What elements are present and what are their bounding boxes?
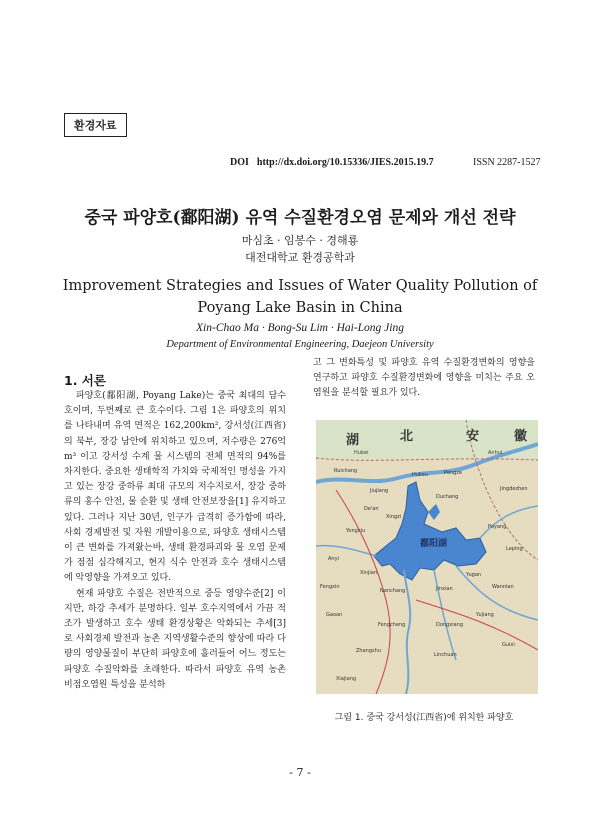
label-jingdezhen: Jingdezhen (500, 486, 528, 492)
label-jiujiang: Jiujiang (370, 488, 389, 494)
label-hubei: Hubei (354, 450, 369, 456)
doi-label: DOI (230, 157, 249, 168)
left-column (64, 389, 286, 729)
label-yongxiu: Yongxiu (346, 528, 366, 534)
title-english: Improvement Strategies and Issues of Water Quality Pollution of Poyang Lake Basin in China (62, 278, 538, 316)
label-dongxiang: Dongxiang (436, 622, 464, 628)
issn: ISSN 2287-1527 (473, 157, 541, 168)
doi-line (230, 157, 434, 168)
label-guixi: Guixi (502, 642, 515, 648)
figure-caption: 그림 1. 중국 강서성(江西省)에 위치한 파양호 (334, 713, 514, 723)
paragraph-1: 파양호(鄱阳湖, Poyang Lake)는 중국 최대의 담수 호이며, 두번째로 큰 호수이다. 그림 1은 파양호의 위치를 나타내며 유역 면적은 162,200km², 강서성(江西省)의 북부, 장강 남안에 위치하고 있으며, 저수량은 276억m³ 이고 강서성 수계 물 시스템의 전체 면적의 94%를 차지한다. 중요한 생태학적 가치와 국제적인 명성을 가지고 있는 장강 중하류 최대 규모의 저수지로서, 장강 중하류의 홍수 안전, 물 순환 및 생태 안전보장을[1] 유지하고 있다. 그러나 지난 30년, 인구가 급격히 증가함에 따라, 사회 경제발전 및 자원 개발이용으로, 파양호 생태시스템이 큰 변화를 가져왔는바, 생태 환경파괴와 물 오염 문제가 점점 심각해지고, 현지 식수 안전과 호수 생태시스템에 악영향을 가져오고 있다. (64, 391, 286, 584)
label-linchuan: Linchuan (434, 652, 457, 658)
label-nanchang: Nanchang (380, 588, 406, 594)
label-xiajiang: Xiajiang (336, 676, 357, 682)
authors-english: Xin-Chao Ma · Bong-Su Lim · Hai-Long Jing (196, 322, 404, 334)
label-poyang: Poyang (488, 524, 507, 530)
label-ruichang: Ruichang (334, 468, 358, 474)
label-wannian: Wannian (492, 584, 514, 590)
label-fengxin: Fengxin (320, 584, 340, 590)
section-heading: 1. 서론 (64, 373, 106, 388)
label-fengcheng: Fengcheng (378, 622, 406, 628)
affiliation-korean: 대전대학교 환경공학과 (245, 251, 355, 264)
title-korean: 중국 파양호(鄱阳湖) 유역 수질환경오염 문제와 개선 전략 (84, 208, 516, 228)
affiliation-english: Department of Environmental Engineering, Daejeon University (166, 339, 434, 350)
label-hu: 湖 (346, 433, 360, 448)
label-anhui: Anhui (488, 450, 503, 456)
label-hui: 徽 (514, 429, 528, 444)
label-yujiang: Yujiang (476, 612, 494, 618)
section-tag: 환경자료 (64, 113, 127, 137)
label-anyi: Anyi (328, 556, 339, 562)
label-bei: 北 (400, 429, 414, 444)
label-xinjian: Xinjian (360, 570, 377, 576)
authors-korean: 마심초 · 임봉수 · 경해룡 (241, 234, 359, 247)
poyang-lake-map (316, 420, 538, 694)
label-hukou: Hukou (412, 472, 428, 478)
label-lake: 鄱阳湖 (420, 539, 448, 549)
label-zhangshu: Zhangshu (356, 648, 381, 654)
doi-url[interactable]: http://dx.doi.org/10.15336/JIES.2015.19.7 (256, 157, 434, 168)
label-leping: Leping (506, 546, 523, 552)
label-pengze: Pengze (444, 470, 462, 476)
label-gaoan: Gaoan (326, 612, 343, 618)
label-an: 安 (466, 429, 480, 444)
label-xingzi: Xingzi (386, 514, 402, 520)
label-dean: De'an (364, 506, 379, 512)
label-jinxian: Jinxian (436, 586, 453, 592)
label-duchang: Duchang (436, 494, 459, 500)
right-column (313, 356, 535, 420)
page-number: - 7 - (289, 766, 311, 779)
paragraph-continued: 고 그 변화특성 및 파양호 유역 수질환경변화의 영향을 연구하고 파양호 수질환경변화에 영향을 미치는 주요 오염원을 분석할 필요가 있다. (313, 358, 535, 399)
paragraph-2: 현재 파양호 수질은 전반적으로 중등 영양수준[2] 이지만, 하강 추세가 분명하다. 일부 호수지역에서 가끔 적조가 발생하고 호수 생태 환경상황은 악화되는 추세[3] 로 사회경제 발전과 농촌 지역생활수준의 향상에 따라 다량의 영양물질이 부단히 파양호에 흘러들어 어느 정도는 파양호 수질악화를 초래한다. 따라서 파양호 유역 농촌 비점오염원 특성을 분석하 (64, 588, 286, 690)
label-yugan: Yugan (466, 572, 482, 578)
